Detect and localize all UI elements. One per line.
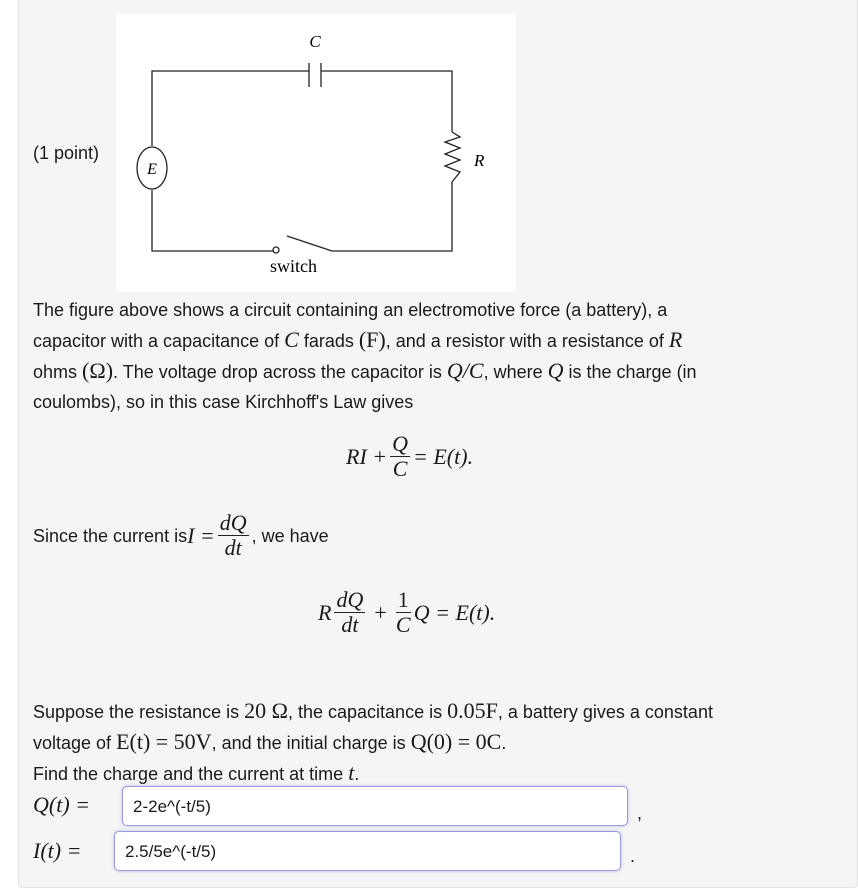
text: . (354, 764, 360, 784)
text: , we have (251, 525, 329, 546)
text: , a battery gives a constant (497, 702, 713, 722)
problem-givens (33, 696, 843, 789)
math: E(t) = 50V (116, 729, 212, 754)
math: t (348, 760, 355, 785)
math: (Ω) (82, 358, 114, 383)
text: Since the current is (33, 525, 188, 546)
switch-label: switch (270, 256, 317, 276)
capacitor-label: C (309, 32, 321, 51)
math: C (284, 327, 299, 352)
math: Q(0) = 0C (410, 729, 502, 754)
differential-equation (318, 588, 495, 637)
text: is the charge (in (563, 362, 697, 382)
charge-label: Q(t) = (33, 792, 90, 817)
capacitor-symbol (309, 63, 321, 87)
text: , where (483, 362, 548, 382)
resistor-symbol (445, 132, 460, 182)
problem-description (33, 295, 833, 417)
circuit-diagram (116, 14, 516, 292)
text: . (501, 733, 507, 753)
top-wire (152, 71, 452, 146)
fraction-denominator: dt (224, 535, 242, 560)
fraction-numerator: 1 (397, 587, 409, 612)
current-label: I(t) = (33, 838, 82, 863)
fraction-denominator: C (392, 456, 408, 481)
math: (F) (358, 327, 386, 352)
math: Q (547, 358, 564, 383)
text: voltage of (33, 733, 117, 753)
text: , and a resistor with a resistance of (385, 331, 669, 351)
text: The figure above shows a circuit containing an electromotive force (a battery), a (33, 300, 668, 320)
text: . The voltage drop across the capacitor is (113, 362, 447, 382)
bottom-wire (152, 182, 452, 251)
fraction-numerator: dQ (336, 587, 364, 612)
text: coulombs), so in this case Kirchhoff's Law gives (33, 392, 414, 412)
math: = E(t). (413, 443, 474, 469)
comma: , (637, 803, 643, 823)
math: Q/C (446, 358, 484, 383)
text: Find the charge and the current at time (33, 764, 349, 784)
fraction-denominator: C (395, 612, 411, 637)
current-answer-input[interactable]: 2.5/5e^(-t/5) (114, 831, 621, 871)
text: , the capacitance is (287, 702, 448, 722)
math: R (668, 327, 683, 352)
math: + (374, 599, 387, 625)
text: capacitor with a capacitance of (33, 331, 285, 351)
current-definition (33, 511, 329, 560)
math: 20 Ω (244, 698, 288, 723)
math: RI + (346, 443, 388, 469)
text: Suppose the resistance is (33, 702, 245, 722)
fraction-numerator: Q (392, 431, 409, 456)
charge-answer-input[interactable]: 2-2e^(-t/5) (122, 786, 628, 826)
emf-label: E (147, 161, 157, 178)
switch-terminal (273, 247, 279, 253)
math: I = (187, 522, 215, 548)
math: 0.05F (447, 698, 498, 723)
fraction-denominator: dt (341, 612, 359, 637)
circuit-figure (116, 14, 516, 292)
points-label: (1 point) (33, 143, 100, 163)
period: . (630, 846, 636, 866)
text: ohms (33, 362, 83, 382)
kirchhoff-equation (346, 432, 473, 481)
resistor-label: R (474, 151, 485, 170)
text: farads (298, 331, 359, 351)
fraction-numerator: dQ (219, 510, 247, 535)
math: R (318, 599, 332, 625)
math: Q = E(t). (413, 599, 496, 625)
text: , and the initial charge is (211, 733, 411, 753)
